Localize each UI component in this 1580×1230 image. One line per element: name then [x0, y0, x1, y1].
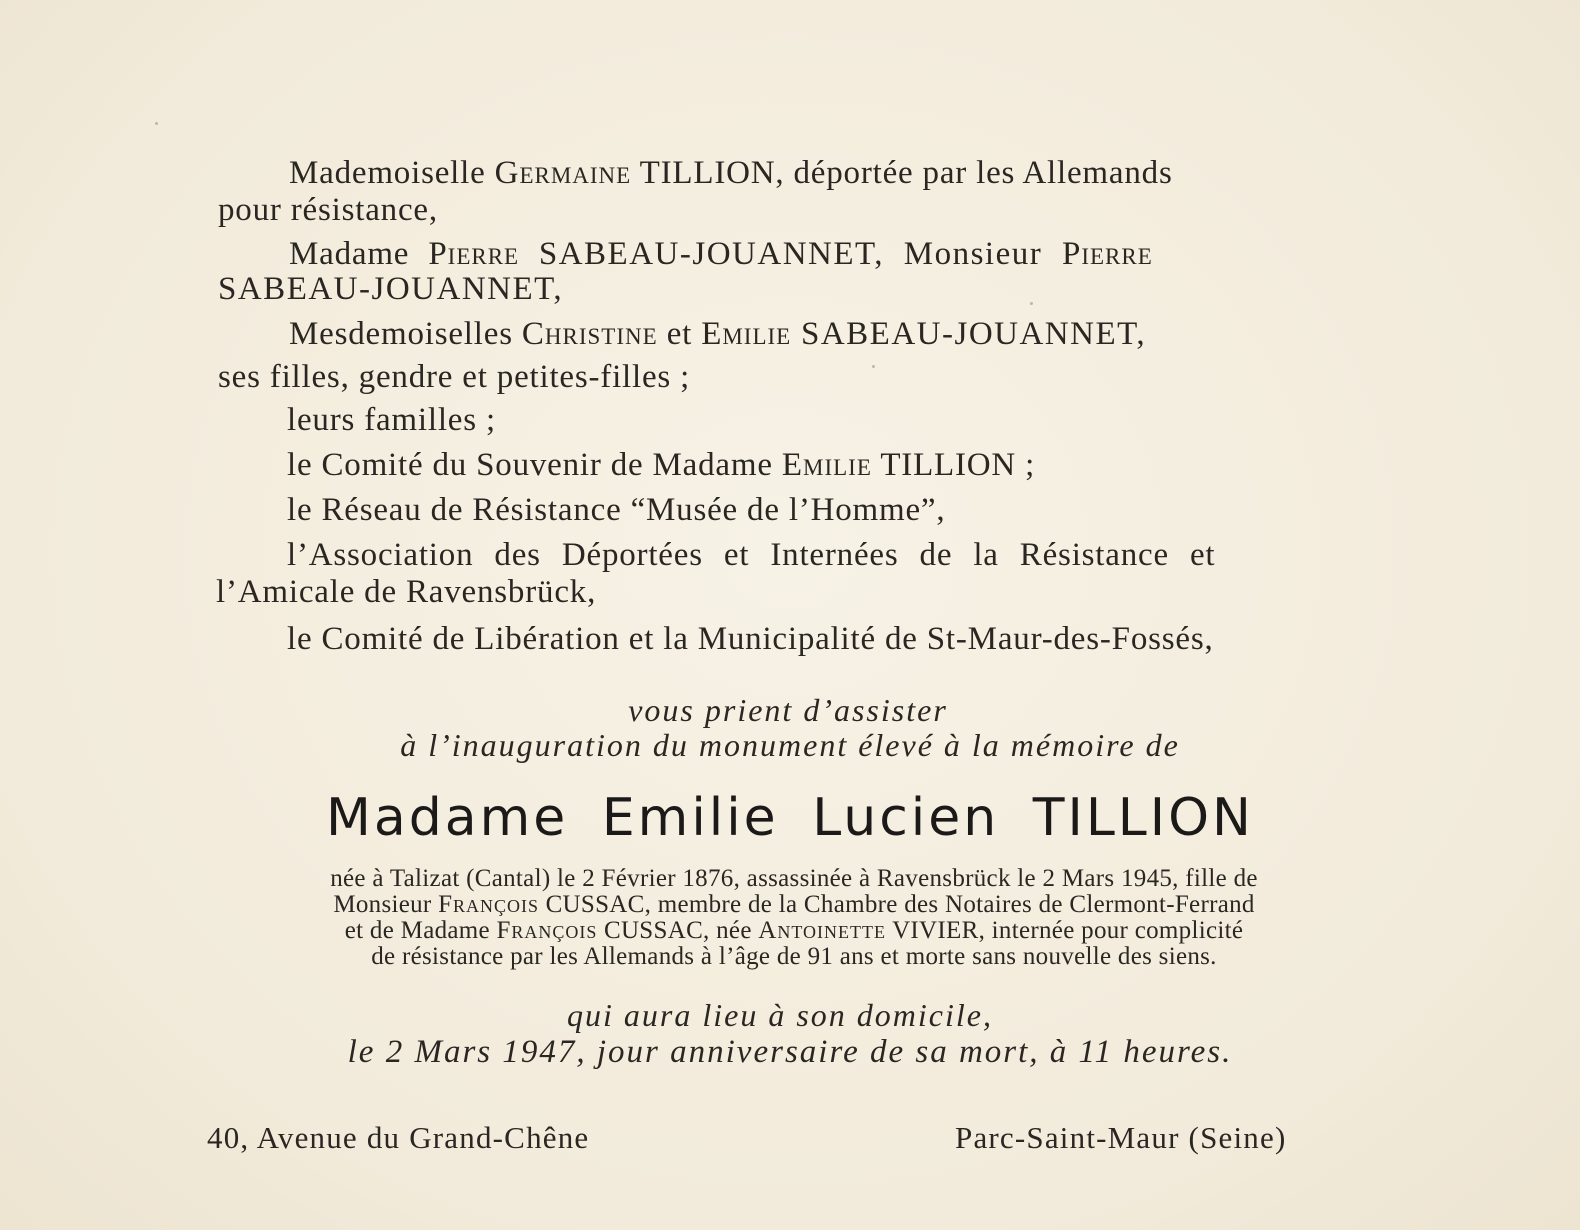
- host-line-10: l’Association des Déportées et Internées de la Résistance et: [287, 537, 1216, 573]
- host-line-12: le Comité de Libération et la Municipalité de St-Maur-des-Fossés,: [287, 621, 1214, 657]
- host-8-firstname: Emilie: [781, 447, 872, 483]
- bio-3-a: et de Madame: [344, 917, 497, 944]
- host-4-firstname: Christine: [521, 316, 658, 352]
- host-line-6: ses filles, gendre et petites-filles ;: [218, 359, 691, 395]
- bio-3-c: VIVIER, internée pour complicité: [885, 917, 1244, 944]
- host-8-text: le Comité du Souvenir de Madame: [287, 447, 782, 483]
- host-line-2: pour résistance,: [218, 192, 438, 228]
- event-line-1: qui aura lieu à son domicile,: [567, 997, 993, 1033]
- host-line-7: leurs familles ;: [287, 402, 496, 438]
- bio-3-firstname: François: [496, 917, 598, 944]
- biography: [208, 866, 1380, 970]
- bio-2-b: CUSSAC, membre de la Chambre des Notaires de Clermont-Ferrand: [539, 891, 1255, 918]
- host-line-3: [289, 236, 1153, 273]
- host-line-9: le Réseau de Résistance “Musée de l’Homme”,: [287, 492, 946, 528]
- host-line-11: l’Amicale de Ravensbrück,: [216, 574, 597, 610]
- host-line-1: [289, 155, 1173, 192]
- host-line-4: SABEAU-JOUANNET,: [218, 271, 564, 307]
- bio-line-1: née à Talizat (Cantal) le 2 Février 1876, assassinée à Ravensbrück le 2 Mars 1945, fille de: [330, 865, 1258, 892]
- bio-line-2: [208, 892, 1380, 918]
- request-line-1: vous prient d’assister: [628, 692, 948, 728]
- host-2-rest: SABEAU-JOUANNET, Monsieur: [519, 236, 1062, 272]
- bio-line-3: [208, 918, 1380, 944]
- host-line-8: [287, 447, 1035, 484]
- honoree-name: Madame Emilie Lucien TILLION: [326, 788, 1254, 848]
- paper-speck: [872, 365, 875, 368]
- host-3-firstname: Pierre: [1061, 236, 1153, 272]
- bio-2-a: Monsieur: [333, 891, 439, 918]
- host-1-title: Mademoiselle: [289, 155, 495, 191]
- host-4-title: Mesdemoiselles: [289, 316, 522, 352]
- host-1-rest: TILLION, déportée par les Allemands: [631, 155, 1173, 191]
- host-2-firstname: Pierre: [428, 236, 520, 272]
- host-4-conj: et: [657, 316, 702, 352]
- place: Parc-Saint-Maur (Seine): [955, 1120, 1287, 1155]
- bio-3-firstname2: Antoinette: [758, 917, 886, 944]
- bio-3-b: CUSSAC, née: [597, 917, 759, 944]
- request-line-2: à l’inauguration du monument élevé à la mémoire de: [400, 727, 1180, 763]
- host-5-rest: SABEAU-JOUANNET,: [791, 316, 1147, 352]
- paper-speck: [155, 122, 158, 125]
- host-2-title: Madame: [289, 236, 429, 272]
- address: 40, Avenue du Grand-Chêne: [207, 1120, 590, 1155]
- event-line-2: le 2 Mars 1947, jour anniversaire de sa mort, à 11 heures.: [347, 1034, 1233, 1070]
- host-line-5: [289, 316, 1146, 353]
- bio-line-4: de résistance par les Allemands à l’âge de 91 ans et morte sans nouvelle des siens.: [371, 943, 1217, 970]
- host-5-firstname: Emilie: [701, 316, 792, 352]
- paper-speck: [1030, 302, 1033, 305]
- bio-2-firstname: François: [438, 891, 540, 918]
- host-1-firstname: Germaine: [494, 155, 632, 191]
- host-8-rest: TILLION ;: [871, 447, 1036, 483]
